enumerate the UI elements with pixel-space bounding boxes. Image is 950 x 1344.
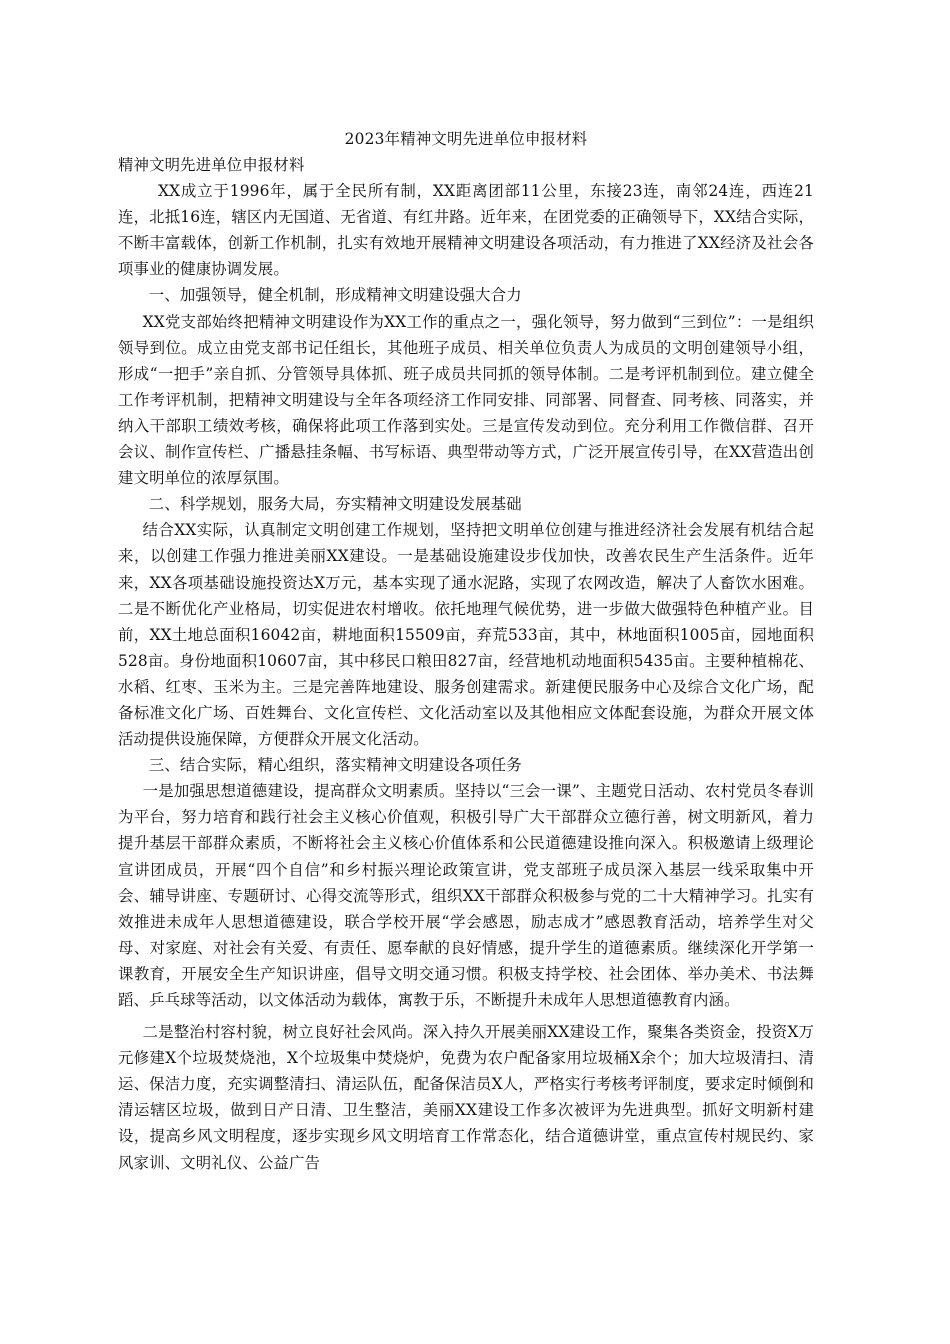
- section-2-paragraph: 结合XX实际，认真制定文明创建工作规划，坚持把文明单位创建与推进经济社会发展有机结合起来，以创建工作强力推进美丽XX建设。一是基础设施建设步伐加快，改善农民生产生活条件。近年来，XX各项基础设施投资达X万元，基本实现了通水泥路，实现了农网改造，解决了人畜饮水困难。二是不断优化产业格局，切实促进农村增收。依托地理气候优势，进一步做大做强特色种植产业。目前，XX土地总面积16042亩，耕地面积15509亩，弃荒533亩，其中，林地面积1005亩，园地面积528亩。身份地面积10607亩，其中移民口粮田827亩，经营地机动地面积5435亩。主要种植棉花、水稻、红枣、玉米为主。三是完善阵地建设、服务创建需求。新建便民服务中心及综合文化广场，配备标准文化广场、百姓舞台、文化宣传栏、文化活动室以及其他相应文体配套设施，为群众开展文体活动提供设施保障，方便群众开展文化活动。: [118, 521, 814, 749]
- document-body: [118, 126, 814, 1176]
- intro-paragraph: XX成立于1996年，属于全民所有制，XX距离团部11公里，东接23连，南邻24连，西连21连，北抵16连，辖区内无国道、无省道、有红井路。近年来，在团党委的正确领导下，XX结合实际，不断丰富载体，创新工作机制，扎实有效地开展精神文明建设各项活动，有力推进了XX经济及社会各项事业的健康协调发展。: [118, 182, 814, 279]
- section-1-heading: 一、加强领导，健全机制，形成精神文明建设强大合力: [148, 286, 522, 305]
- section-2-heading: 二、科学规划，服务大局，夯实精神文明建设发展基础: [148, 495, 522, 514]
- section-1-paragraph: XX党支部始终把精神文明建设作为XX工作的重点之一，强化领导，努力做到“三到位”：一是组织领导到位。成立由党支部书记任组长，其他班子成员、相关单位负责人为成员的文明创建领导小组，形成“一把手”亲自抓、分管领导具体抓、班子成员共同抓的领导体制。二是考评机制到位。建立健全工作考评机制，把精神文明建设与全年各项经济工作同安排、同部署、同督查、同考核、同落实，并纳入干部职工绩效考核，确保将此项工作落到实处。三是宣传发动到位。充分利用工作微信群、召开会议、制作宣传栏、广播悬挂条幅、书写标语、典型带动等方式，广泛开展宣传引导，在XX营造出创建文明单位的浓厚氛围。: [118, 312, 814, 488]
- section-3-paragraph-2: 二是整治村容村貌，树立良好社会风尚。深入持久开展美丽XX建设工作，聚集各类资金，投资X万元修建X个垃圾焚烧池，X个垃圾集中焚烧炉，免费为农户配备家用垃圾桶X余个；加大垃圾清扫、清运、保洁力度，充实调整清扫、清运队伍，配备保洁员X人，严格实行考核考评制度，要求定时倾倒和清运辖区垃圾，做到日产日清、卫生整洁，美丽XX建设工作多次被评为先进典型。抓好文明新村建设，提高乡风文明程度，逐步实现乡风文明培育工作常态化，结合道德讲堂，重点宣传村规民约、家风家训、文明礼仪、公益广告: [118, 1023, 814, 1172]
- document-subtitle: 精神文明先进单位申报材料: [118, 156, 305, 174]
- document-title: 2023年精神文明先进单位申报材料: [344, 130, 588, 148]
- section-3-heading: 三、结合实际，精心组织，落实精神文明建设各项任务: [148, 756, 522, 775]
- section-3-paragraph-1: 一是加强思想道德建设，提高群众文明素质。坚持以“三会一课”、主题党日活动、农村党员冬春训为平台，努力培育和践行社会主义核心价值观，积极引导广大干部群众立德行善，树文明新风，着力提升基层干部群众素质，不断将社会主义核心价值体系和公民道德建设推向深入。积极邀请上级理论宣讲团成员，开展“四个自信”和乡村振兴理论政策宣讲，党支部班子成员深入基层一线采取集中开会、辅导讲座、专题研讨、心得交流等形式，组织XX干部群众积极参与党的二十大精神学习。扎实有效推进未成年人思想道德建设，联合学校开展“学会感恩，励志成才”感恩教育活动，培养学生对父母、对家庭、对社会有关爱、有责任、愿奉献的良好情感，提升学生的道德素质。继续深化开学第一课教育，开展安全生产知识讲座，倡导文明交通习惯。积极支持学校、社会团体、举办美术、书法舞蹈、乒乓球等活动，以文体活动为载体，寓教于乐，不断提升未成年人思想道德教育内涵。: [118, 782, 814, 1009]
